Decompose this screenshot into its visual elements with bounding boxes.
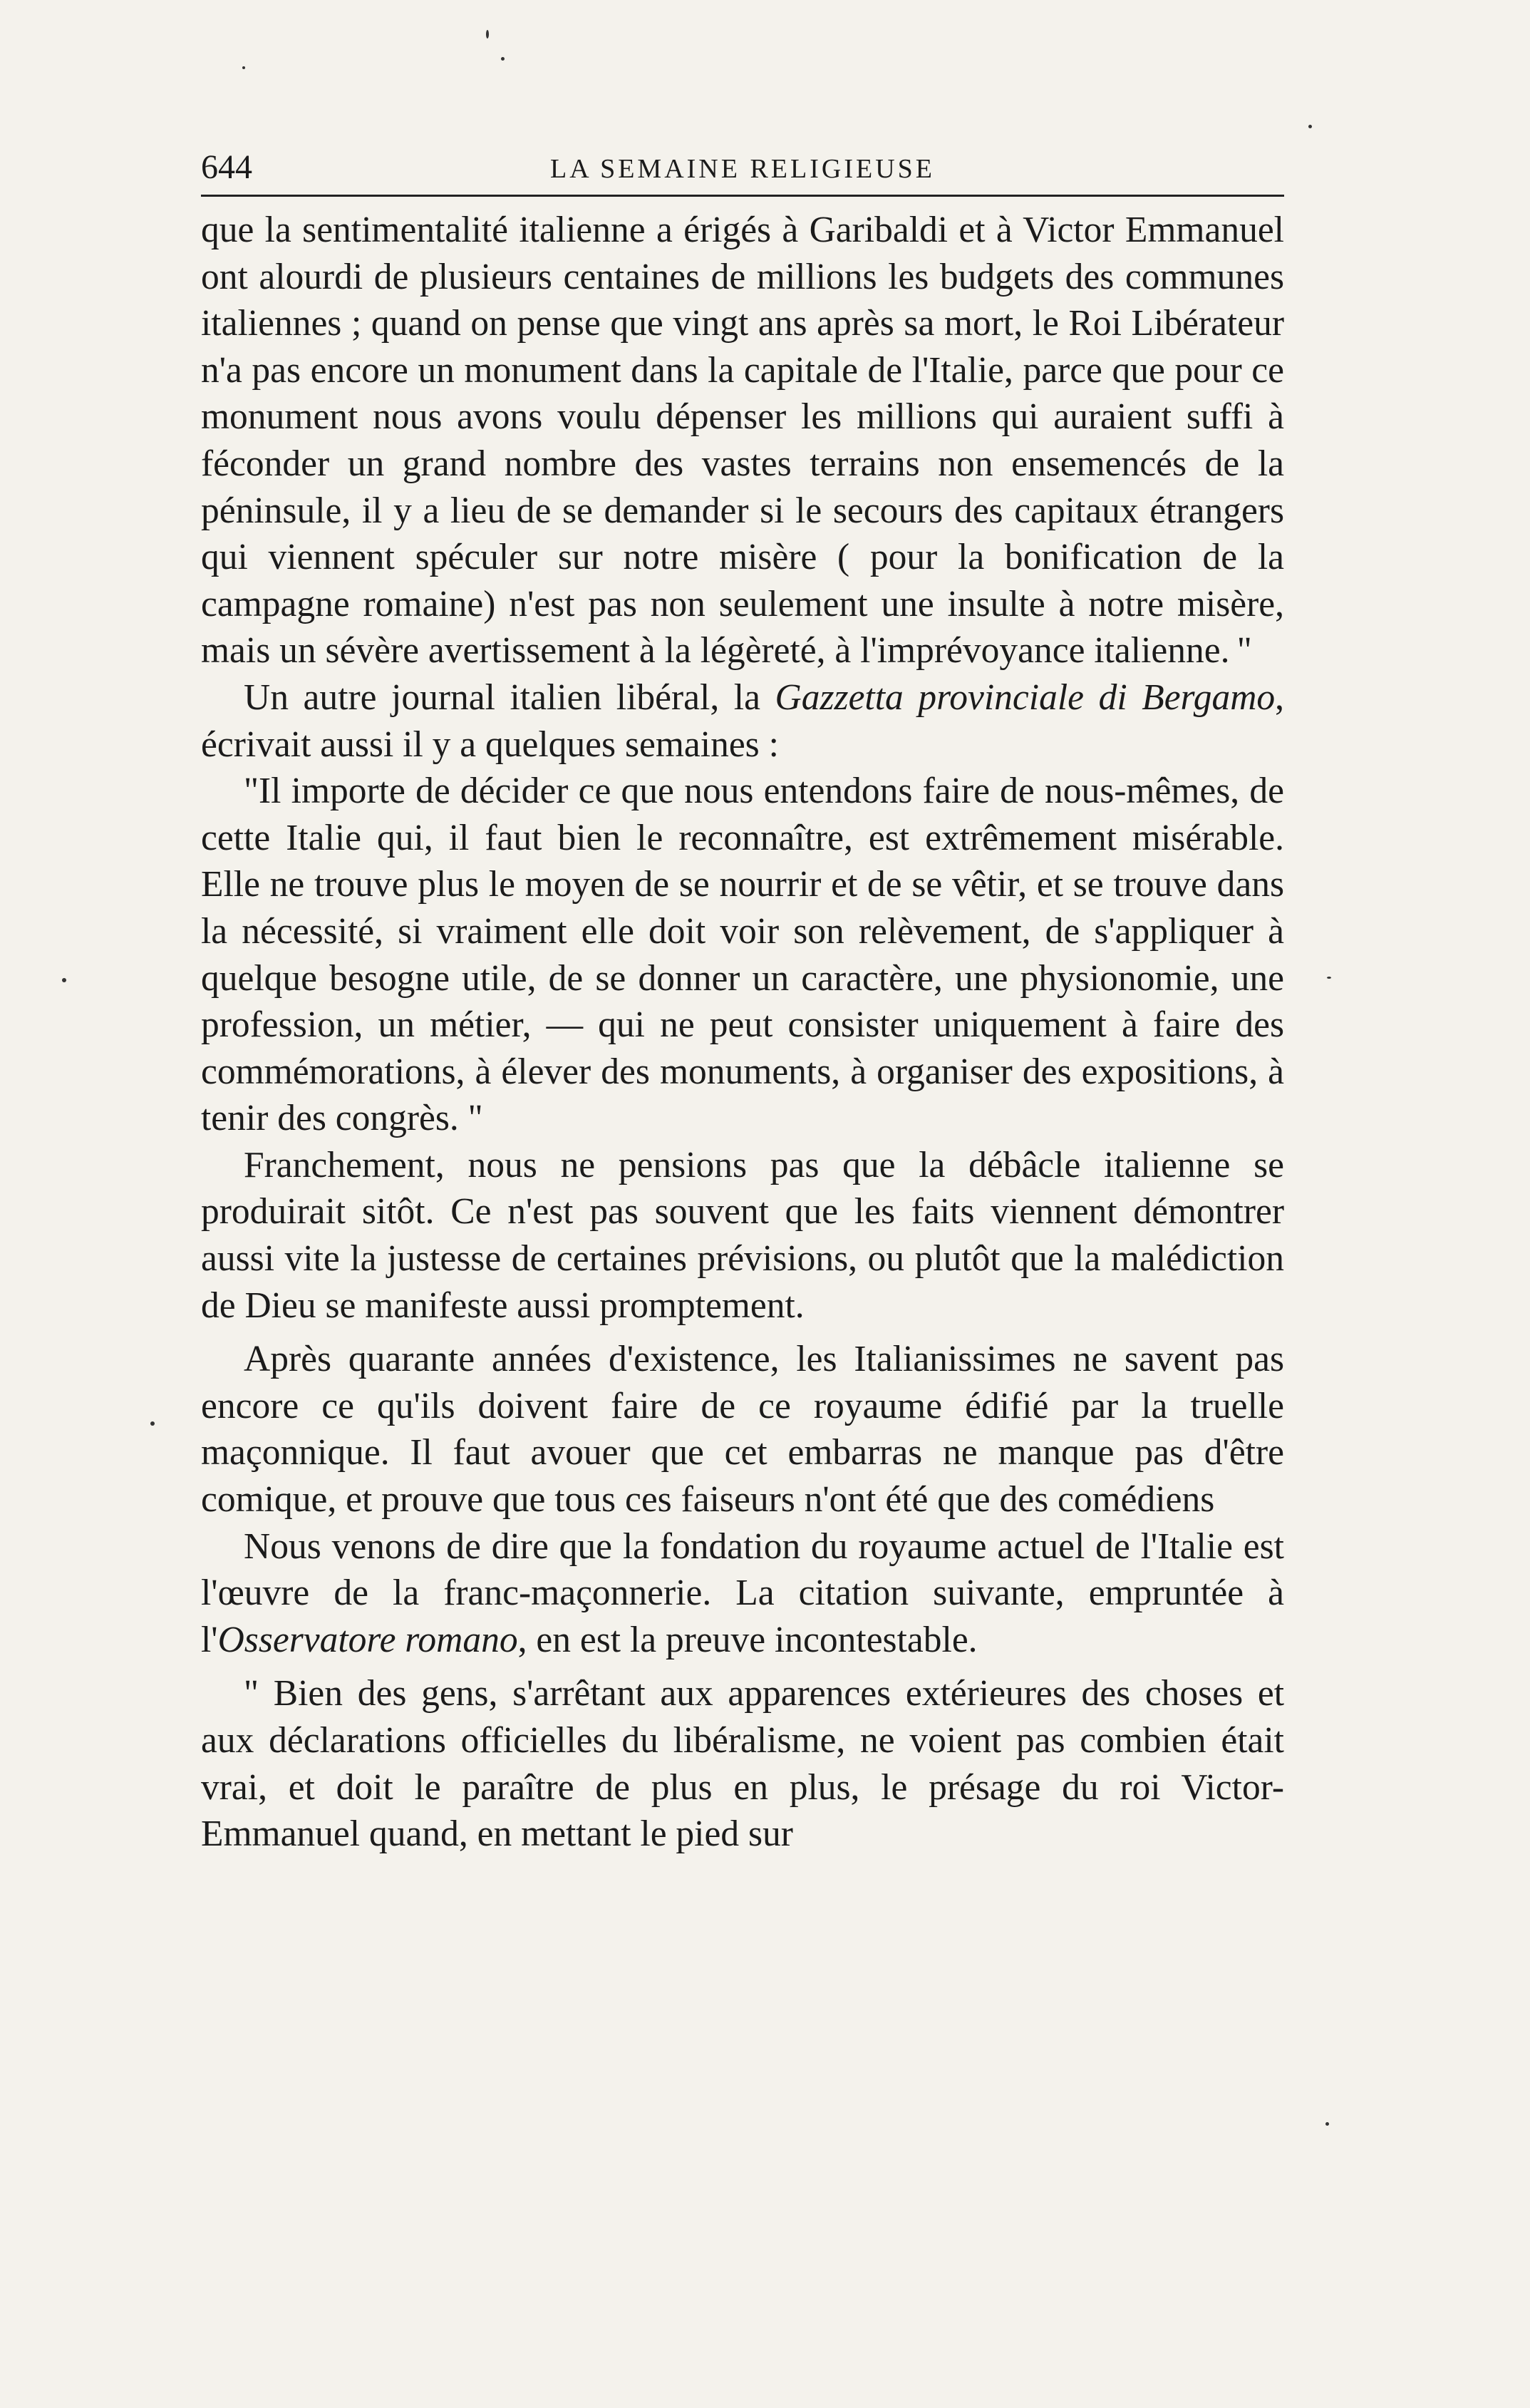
scan-speck <box>150 1421 155 1426</box>
scan-speck <box>486 30 489 38</box>
scan-speck <box>501 57 505 61</box>
paragraph-6 <box>201 1523 1284 1664</box>
paragraph-2-text-start: Un autre journal italien libéral, la <box>244 676 775 718</box>
document-page <box>201 139 1284 1858</box>
paragraph-gap <box>201 1329 1284 1336</box>
paragraph-1: que la sentimentalité italienne a érigés à Garibaldi et à Victor Emmanuel ont alourdi de plusieurs centaines de millions les budgets des communes italiennes ; quand on pense que vingt ans après sa mort, le Roi Libérateur n'a pas encore un monument dans la capitale de l'Italie, parce que pour ce monument nous avons voulu dépenser les millions qui auraient suffi à féconder un grand nombre des vastes terrains non ensemencés de la péninsule, il y a lieu de se demander si le secours des capitaux étrangers qui viennent spéculer sur notre misère ( pour la bonification de la campagne romaine) n'est pas non seulement une insulte à notre misère, mais un sévère avertissement à la légèreté, à l'imprévoyance italienne. " <box>201 210 1284 672</box>
newspaper-title: Gazzetta provinciale di Bergamo <box>775 676 1276 718</box>
body-text <box>201 207 1284 1858</box>
running-title: LA SEMAINE RELIGIEUSE <box>550 154 935 184</box>
scan-speck <box>1327 977 1331 979</box>
scan-speck <box>62 978 66 982</box>
page-header <box>201 139 1284 195</box>
scan-speck <box>1308 125 1312 128</box>
newspaper-title-osservatore: Osservatore romano <box>217 1619 518 1660</box>
header-rule <box>201 195 1284 197</box>
paragraph-2 <box>201 674 1284 768</box>
paragraph-4: Franchement, nous ne pensions pas que la débâcle italienne se produirait sitôt. Ce n'est pas souvent que les faits viennent démontrer aussi vite la justesse de certaines prévisions, ou plutôt que la malédiction de Dieu se manifeste aussi promptement. <box>201 1144 1284 1326</box>
page-number: 644 <box>201 148 252 186</box>
scan-speck <box>242 66 245 69</box>
paragraph-5: Après quarante années d'existence, les Italianissimes ne savent pas encore ce qu'ils doivent faire de ce royaume édifié par la truelle maçonnique. Il faut avouer que cet embarras ne manque pas d'être comique, et prouve que tous ces faiseurs n'ont été que des comédiens <box>201 1339 1284 1521</box>
scan-speck <box>1325 2122 1329 2126</box>
paragraph-gap <box>201 1663 1284 1670</box>
paragraph-6-text-start: Nous venons de dire que la fondation du royaume actuel de l'Italie est l'œuvre de la franc-maçonnerie. La citation suivante, empruntée à l' <box>201 1525 1284 1660</box>
paragraph-2-text-end: , écrivait aussi il y a quelques semaines : <box>201 676 1285 765</box>
paragraph-6-text-end: , en est la preuve incontestable. <box>517 1619 978 1660</box>
paragraph-7-quote: " Bien des gens, s'arrêtant aux apparences extérieures des choses et aux déclarations officielles du libéralisme, ne voient pas combien était vrai, et doit le paraître de plus en plus, le présage du roi Victor-Emmanuel quand, en mettant le pied sur <box>201 1673 1284 1855</box>
paragraph-3-quote: "Il importe de décider ce que nous entendons faire de nous-mêmes, de cette Italie qui, il faut bien le reconnaître, est extrêmement misérable. Elle ne trouve plus le moyen de se nourrir et de se vêtir, et se trouve dans la nécessité, si vraiment elle doit voir son relèvement, de s'appliquer à quelque besogne utile, de se donner un caractère, une physionomie, une profession, un métier, — qui ne peut consister uniquement à faire des commémorations, à élever des monuments, à organiser des expositions, à tenir des congrès. " <box>201 771 1284 1139</box>
